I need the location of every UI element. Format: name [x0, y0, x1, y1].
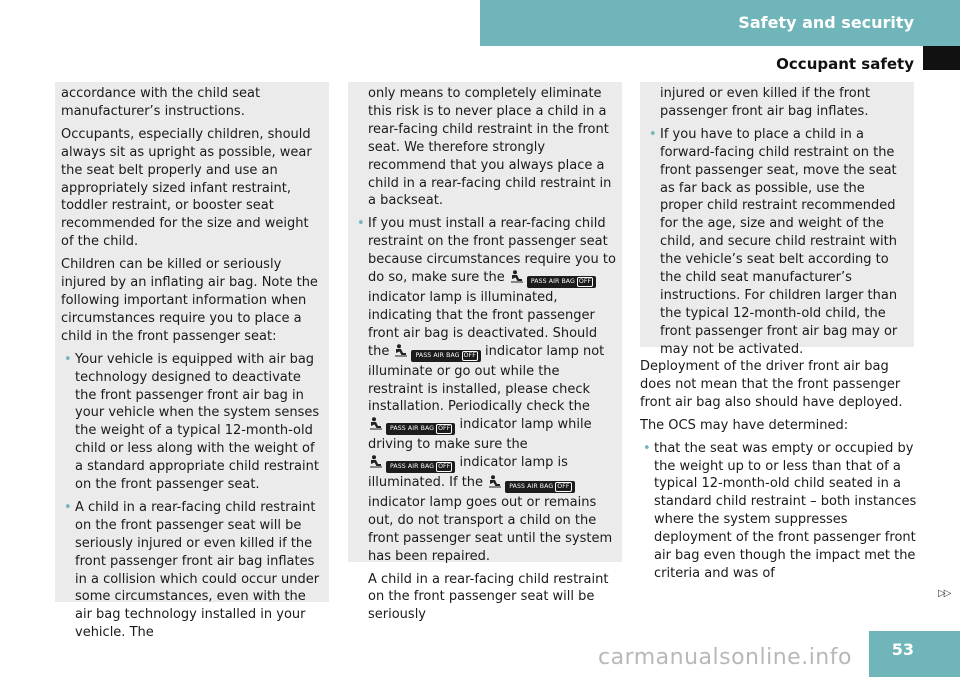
- child-seat-icon: [368, 455, 383, 468]
- paragraph: injured or even killed if the front passenger front air bag inflates.: [660, 86, 871, 119]
- pass-air-bag-off-indicator: PASS AIR BAG OFF: [393, 344, 480, 363]
- header-marker: [923, 46, 960, 70]
- child-seat-icon: [509, 270, 524, 283]
- pass-air-bag-off-indicator: PASS AIR BAG OFF: [487, 475, 574, 494]
- paragraph: The OCS may have determined:: [640, 417, 849, 433]
- bullet-icon: •: [357, 216, 365, 232]
- column-3-body: [640, 358, 918, 588]
- paragraph: accordance with the child seat manufacturer’s instructions.: [61, 86, 261, 119]
- bullet-item: • If you have to place a child in a forward-facing child restraint on the front passenger seat, move the seat as far back as possible, use the proper child restraint recommended for the age, size and weight of the child, and secure child restraint with the vehicle’s seat belt according to the child seat manufacturer’s instructions. For children larger than the typical 12-month-old child, the front passenger front air bag may or may not be activated.: [649, 126, 898, 357]
- paragraph: Children can be killed or seriously injured by an inflating air bag. Note the following important information when circumstances require you to place a child in the front passenger seat:: [61, 257, 318, 344]
- paragraph: Deployment of the driver front air bag does not mean that the front passenger front air bag also should have deployed.: [640, 359, 903, 410]
- bullet-item: • Your vehicle is equipped with air bag technology designed to deactivate the front passenger front air bag in your vehicle when the system senses the weight of a typical 12-month-old child or less along with the weight of a standard appropriate child restraint on the front passenger seat.: [64, 351, 320, 493]
- child-seat-icon: [487, 475, 502, 488]
- section-tab: [480, 0, 960, 46]
- pass-air-bag-off-indicator: PASS AIR BAG OFF: [368, 417, 455, 436]
- section-title: Safety and security: [738, 13, 914, 32]
- child-seat-icon: [393, 344, 408, 357]
- column-1: [55, 82, 329, 641]
- bullet-icon: •: [649, 126, 657, 142]
- bullet-item: • A child in a rear-facing child restraint on the front passenger seat will be seriously injured or even killed if the front passenger front air bag inflates in a collision which could occur under some circumstances, even with the air bag technology installed in your vehicle. The: [64, 499, 320, 641]
- paragraph: Occupants, especially children, should always sit as upright as possible, wear the seat belt properly and use an appropriately sized infant restraint, toddler restraint, or booster seat recommended for the size and weight of the child.: [61, 126, 312, 250]
- watermark: carmanualsonline.info: [598, 645, 852, 670]
- bullet-icon: •: [64, 499, 72, 515]
- continued-arrows-icon: ▷▷: [938, 588, 950, 599]
- subsection-title: Occupant safety: [776, 55, 914, 73]
- child-seat-icon: [368, 417, 383, 430]
- bullet-icon: •: [64, 351, 72, 367]
- column-3-note: [640, 82, 914, 357]
- pass-air-bag-off-indicator: PASS AIR BAG OFF: [509, 270, 596, 289]
- column-2: [348, 82, 622, 623]
- page-number-box: [869, 631, 960, 677]
- bullet-item: • that the seat was empty or occupied by the weight up to or less than that of a typical 12-month-old child seated in a standard child restraint – both instances where the system suppresses deployment of the front passenger front air bag even though the impact met the criteria and was of: [643, 440, 917, 581]
- pass-air-bag-off-indicator: PASS AIR BAG OFF: [368, 455, 455, 474]
- paragraph: A child in a rear-facing child restraint on the front passenger seat will be seriously: [368, 571, 609, 623]
- bullet-icon: •: [643, 440, 651, 456]
- paragraph: only means to completely eliminate this risk is to never place a child in a rear-facing child restraint in the front seat. We therefore strongly recommend that you always place a child in a rear-facing child restraint in a backseat.: [368, 86, 612, 209]
- bullet-item: • If you must install a rear-facing child restraint on the front passenger seat because circumstances require you to do so, make sure the PASS AIR BAG OFF indicator lamp is illuminated, indicating that the front passenger front air bag is deactivated. Should the PASS AIR BAG OFF indicator lamp not illuminate or go out while the restraint is installed, please check installation. Periodically check the PASS AIR BAG OFF indicator lamp while driving to make sure the PASS AIR BAG OFF indicator lamp is illuminated. If the PASS AIR BAG OFF indicator lamp goes out or remains out, do not transport a child on the front passenger seat until the system has been repaired.: [357, 216, 616, 564]
- page-number: 53: [891, 640, 914, 659]
